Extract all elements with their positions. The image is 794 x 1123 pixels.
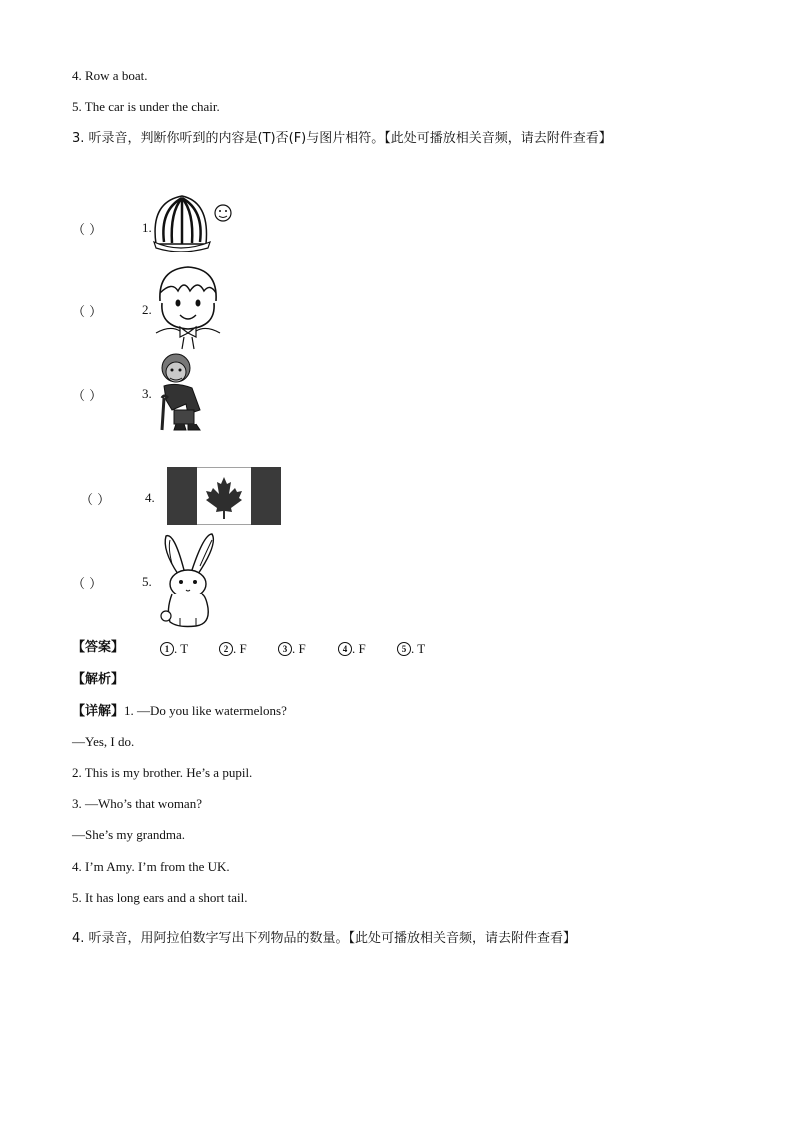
answer-item-3 [278,641,306,657]
canada-flag-icon [167,467,281,525]
analysis-line-2: —Yes, I do. [72,734,135,749]
item-number-3: 3. [142,386,152,401]
answer-circle-4: 4 [338,642,352,656]
answer-value-1: . T [174,641,189,656]
boy-face-icon [152,263,224,351]
answer-label: 【答案】 [72,640,125,655]
item-number-4: 4. [145,490,155,505]
answer-item-5 [397,641,425,657]
answer-value-4: . F [352,641,366,656]
item-number-2: 2. [142,302,152,317]
answer-item-1 [160,641,188,657]
answer-blank-2: （ ） [72,305,103,320]
prev-item-4: 4. Row a boat. [72,68,148,83]
analysis-label: 【解析】 [72,672,125,687]
answer-value-3: . F [292,641,306,656]
answer-blank-5: （ ） [72,577,103,592]
answer-blank-4: （ ） [80,493,111,508]
analysis-line-4: 3. —Who’s that woman? [72,796,202,811]
analysis-line-6: 4. I’m Amy. I’m from the UK. [72,859,230,874]
prev-item-5: 5. The car is under the chair. [72,99,220,114]
answer-value-2: . F [233,641,247,656]
analysis-text-1: 1. —Do you like watermelons? [124,703,287,718]
detail-label: 【详解】 [72,704,125,719]
question-4-title: 4. 听录音，用阿拉伯数字写出下列物品的数量。【此处可播放相关音频，请去附件查看】 [72,931,577,946]
item-number-1: 1. [142,220,152,235]
answer-item-4 [338,641,366,657]
answer-blank-1: （ ） [72,223,103,238]
question-3-title: 3. 听录音，判断你听到的内容是(T)否(F)与图片相符。【此处可播放相关音频，请去附件查看】 [72,131,612,146]
grandpa-icon [152,350,212,434]
analysis-line-1 [72,703,287,720]
answer-circle-2: 2 [219,642,233,656]
answer-circle-5: 5 [397,642,411,656]
answer-value-5: . T [411,641,426,656]
watermelon-icon [150,192,240,252]
answer-circle-1: 1 [160,642,174,656]
answer-circle-3: 3 [278,642,292,656]
rabbit-icon [156,530,218,630]
analysis-line-7: 5. It has long ears and a short tail. [72,890,248,905]
item-number-5: 5. [142,574,152,589]
analysis-line-5: —She’s my grandma. [72,827,186,842]
answer-item-2 [219,641,247,657]
answer-blank-3: （ ） [72,389,103,404]
analysis-line-3: 2. This is my brother. He’s a pupil. [72,765,253,780]
